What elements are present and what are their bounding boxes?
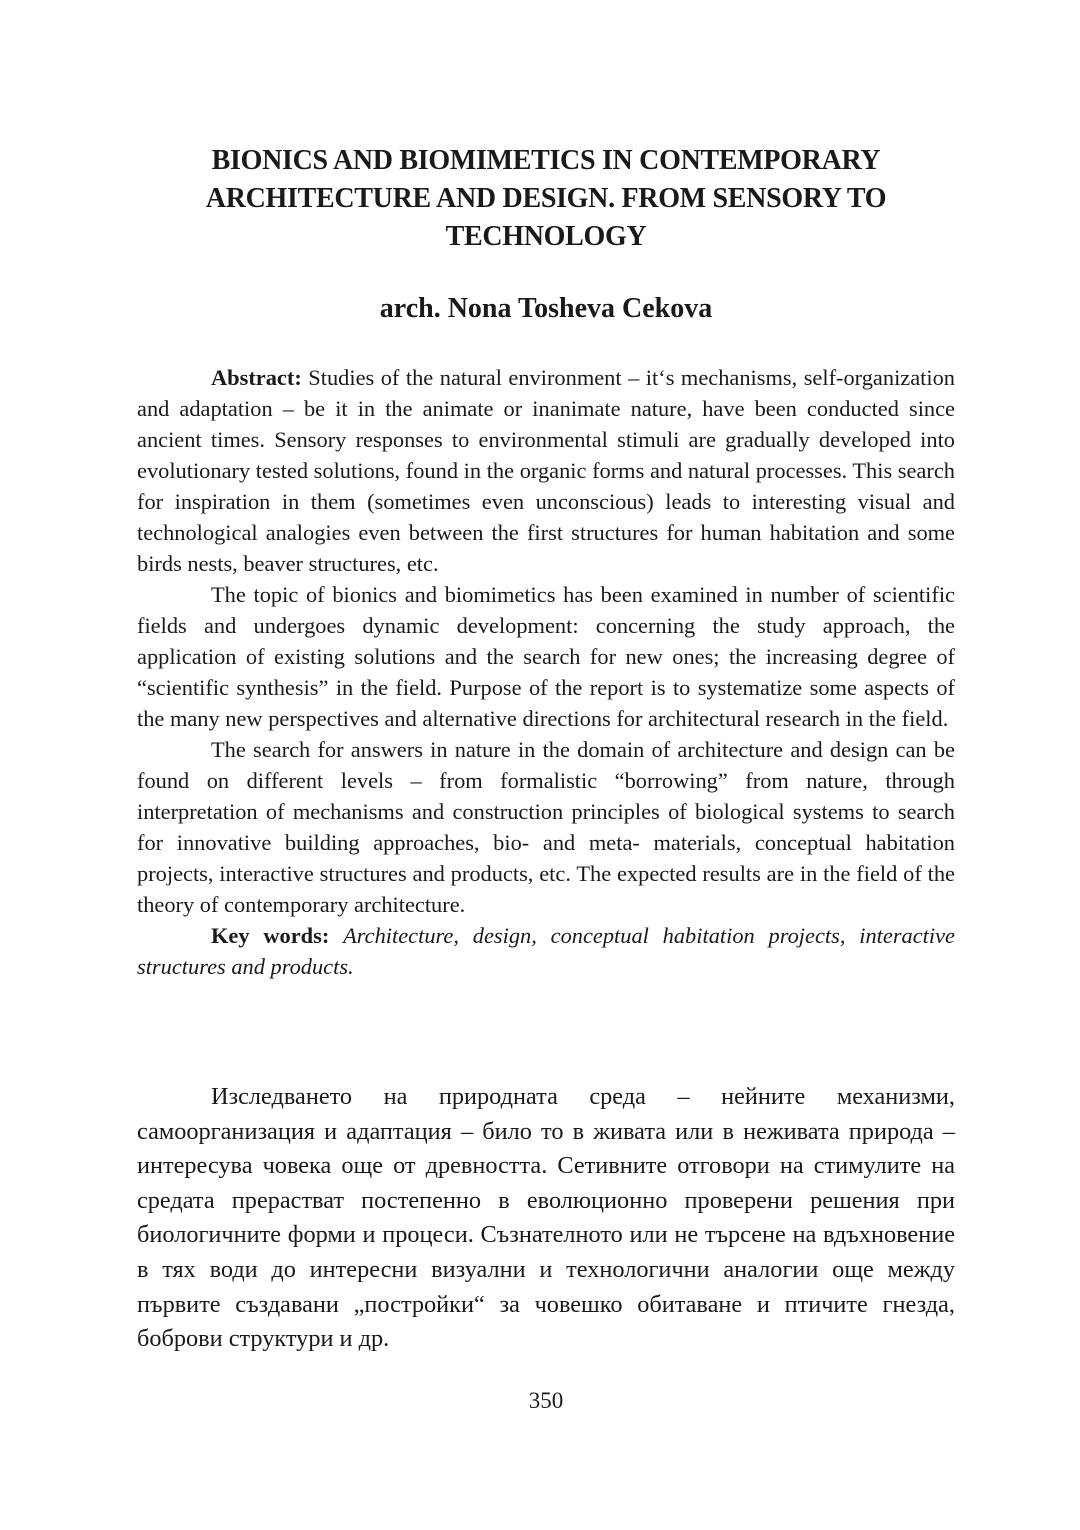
author-name: arch. Nona Tosheva Cekova — [379, 293, 713, 324]
keywords-label: Key words: — [211, 923, 330, 948]
page-number: 350 — [528, 1388, 564, 1413]
body-text-section — [137, 1080, 955, 1357]
abstract-text-1: Studies of the natural environment – it‘s mechanisms, self-organization and adaptation – be it in the animate or inanimate nature, have been conducted since ancient times. Sensory responses to environmental stimuli are gradually developed into evolutionary tested solutions, found in the organic forms and natural processes. This search for inspiration in them (sometimes even unconscious) leads to interesting visual and technological analogies even between the first structures for human habitation and some birds nests, beaver structures, etc. — [137, 365, 955, 576]
page-content — [137, 0, 955, 1530]
title-line-1: BIONICS AND BIOMIMETICS IN CONTEMPORARY — [211, 145, 881, 176]
abstract-paragraph-2: The topic of bionics and biomimetics has been examined in number of scientific fields and undergoes dynamic development: concerning the study approach, the application of existing solutions and the search for new ones; the increasing degree of “scientific synthesis” in the field. Purpose of the report is to systematize some aspects of the many new perspectives and alternative directions for architectural research in the field. — [137, 582, 955, 731]
body-paragraph-1: Изследването на природната среда – нейните механизми, самоорганизация и адаптация – било то в живата или в неживата природа – интересува човека още от древността. Сетивните отговори на стимулите на средата прерастват постепенно в еволюционно проверени решения при биологичните форми и процеси. Съзнателното или не търсене на вдъхновение в тях води до интересни визуални и технологични аналогии още между първите създавани „постройки“ за човешко обитаване и птичите гнезда, боброви структури и др. — [137, 1083, 955, 1353]
keywords-text: Architecture, design, conceptual habitation projects, interactive structures and products. — [137, 923, 955, 979]
abstract-paragraph-3: The search for answers in nature in the domain of architecture and design can be found on different levels – from formalistic “borrowing” from nature, through interpretation of mechanisms and construction principles of biological systems to search for innovative building approaches, bio- and meta- materials, conceptual habitation projects, interactive structures and products, etc. The expected results are in the field of the theory of contemporary architecture. — [137, 737, 955, 917]
title-line-2: ARCHITECTURE AND DESIGN. FROM SENSORY TO — [205, 183, 887, 214]
keywords-paragraph — [137, 920, 955, 982]
abstract-label: Abstract: — [211, 365, 302, 390]
abstract-section — [137, 362, 955, 982]
title-line-3: TECHNOLOGY — [445, 221, 647, 252]
abstract-paragraph-1 — [137, 362, 955, 579]
paper-title — [137, 142, 955, 256]
